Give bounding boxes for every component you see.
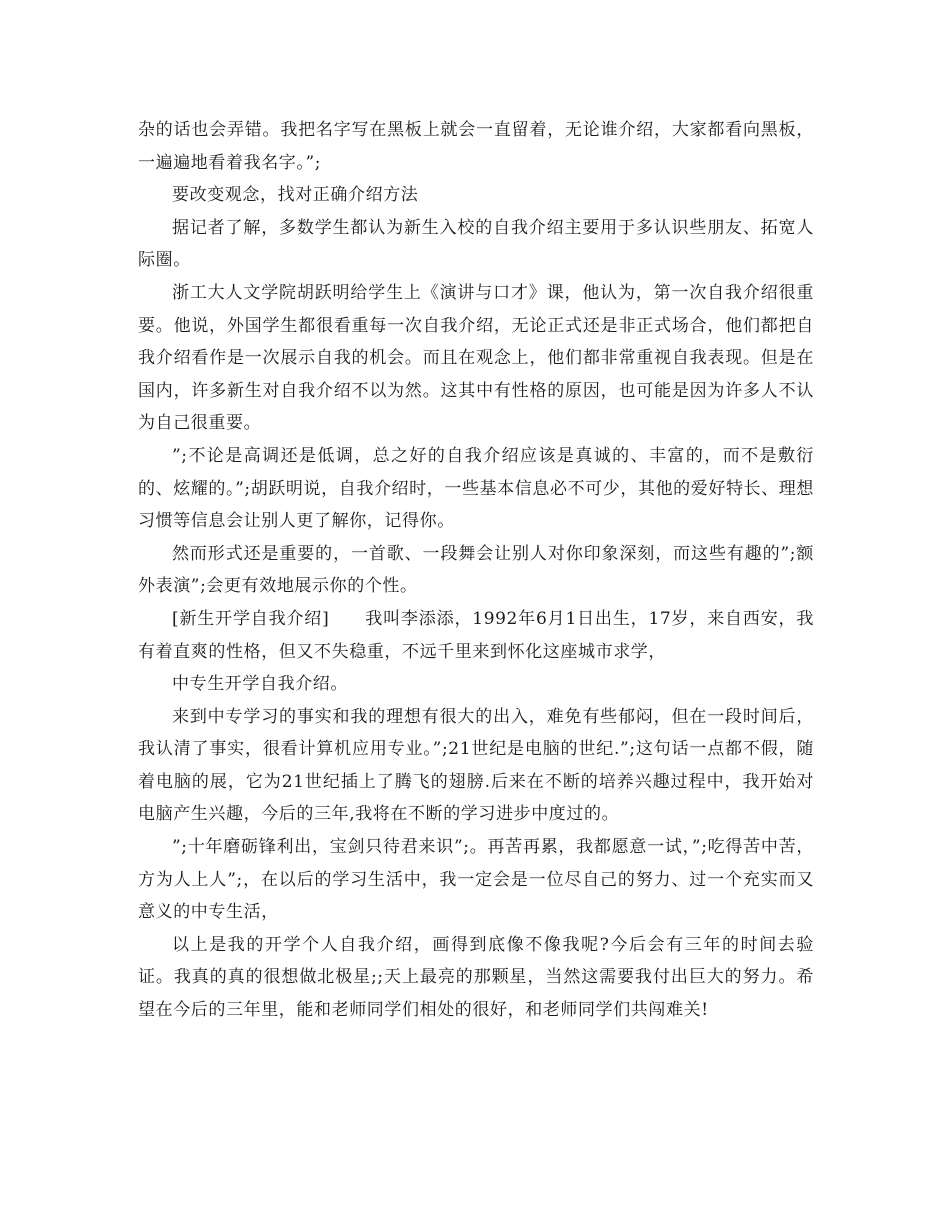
document-body <box>138 114 814 1027</box>
paragraph-3: 据记者了解，多数学生都认为新生入校的自我介绍主要用于多认识些朋友、拓宽人际圈。 <box>138 217 814 271</box>
paragraph-5: ”;不论是高调还是低调，总之好的自我介绍应该是真诚的、丰富的，而不是敷衍的、炫耀的。”;胡跃明说，自我介绍时，一些基本信息必不可少，其他的爱好特长、理想习惯等信息会让别人更了解你，记得你。 <box>138 445 814 532</box>
paragraph-2: 要改变观念，找对正确介绍方法 <box>172 185 419 206</box>
paragraph-7: [新生开学自我介绍] 我叫李添添，1992年6月1日出生，17岁，来自西安，我有着直爽的性格，但又不失稳重，不远千里来到怀化这座城市求学， <box>138 608 814 662</box>
paragraph-9: 来到中专学习的事实和我的理想有很大的出入，难免有些郁闷，但在一段时间后，我认清了事实，很看计算机应用专业。”;21世纪是电脑的世纪.”;这句话一点都不假，随着电脑的展，它为21世纪插上了腾飞的翅膀.后来在不断的培养兴趣过程中，我开始对电脑产生兴趣，今后的三年,我将在不断的学习进步中度过的。 <box>138 706 814 825</box>
paragraph-6: 然而形式还是重要的，一首歌、一段舞会让别人对你印象深刻，而这些有趣的”;额外表演”;会更有效地展示你的个性。 <box>138 543 814 597</box>
paragraph-8: 中专生开学自我介绍。 <box>172 674 348 695</box>
paragraph-11: 以上是我的开学个人自我介绍，画得到底像不像我呢?今后会有三年的时间去验证。我真的真的很想做北极星;;天上最亮的那颗星，当然这需要我付出巨大的努力。希望在今后的三年里，能和老师同学们相处的很好，和老师同学们共闯难关! <box>138 934 814 1021</box>
paragraph-10: ”;十年磨砺锋利出，宝剑只待君来识”;。再苦再累，我都愿意一试，”;吃得苦中苦，方为人上人”;，在以后的学习生活中，我一定会是一位尽自己的努力、过一个充实而又意义的中专生活， <box>138 837 814 923</box>
paragraph-4: 浙工大人文学院胡跃明给学生上《演讲与口才》课，他认为，第一次自我介绍很重要。他说，外国学生都很看重每一次自我介绍，无论正式还是非正式场合，他们都把自我介绍看作是一次展示自我的机会。而且在观念上，他们都非常重视自我表现。但是在国内，许多新生对自我介绍不以为然。这其中有性格的原因，也可能是因为许多人不认为自己很重要。 <box>138 282 814 434</box>
paragraph-1: 杂的话也会弄错。我把名字写在黑板上就会一直留着，无论谁介绍，大家都看向黑板，一遍遍地看着我名字。”; <box>138 120 814 173</box>
